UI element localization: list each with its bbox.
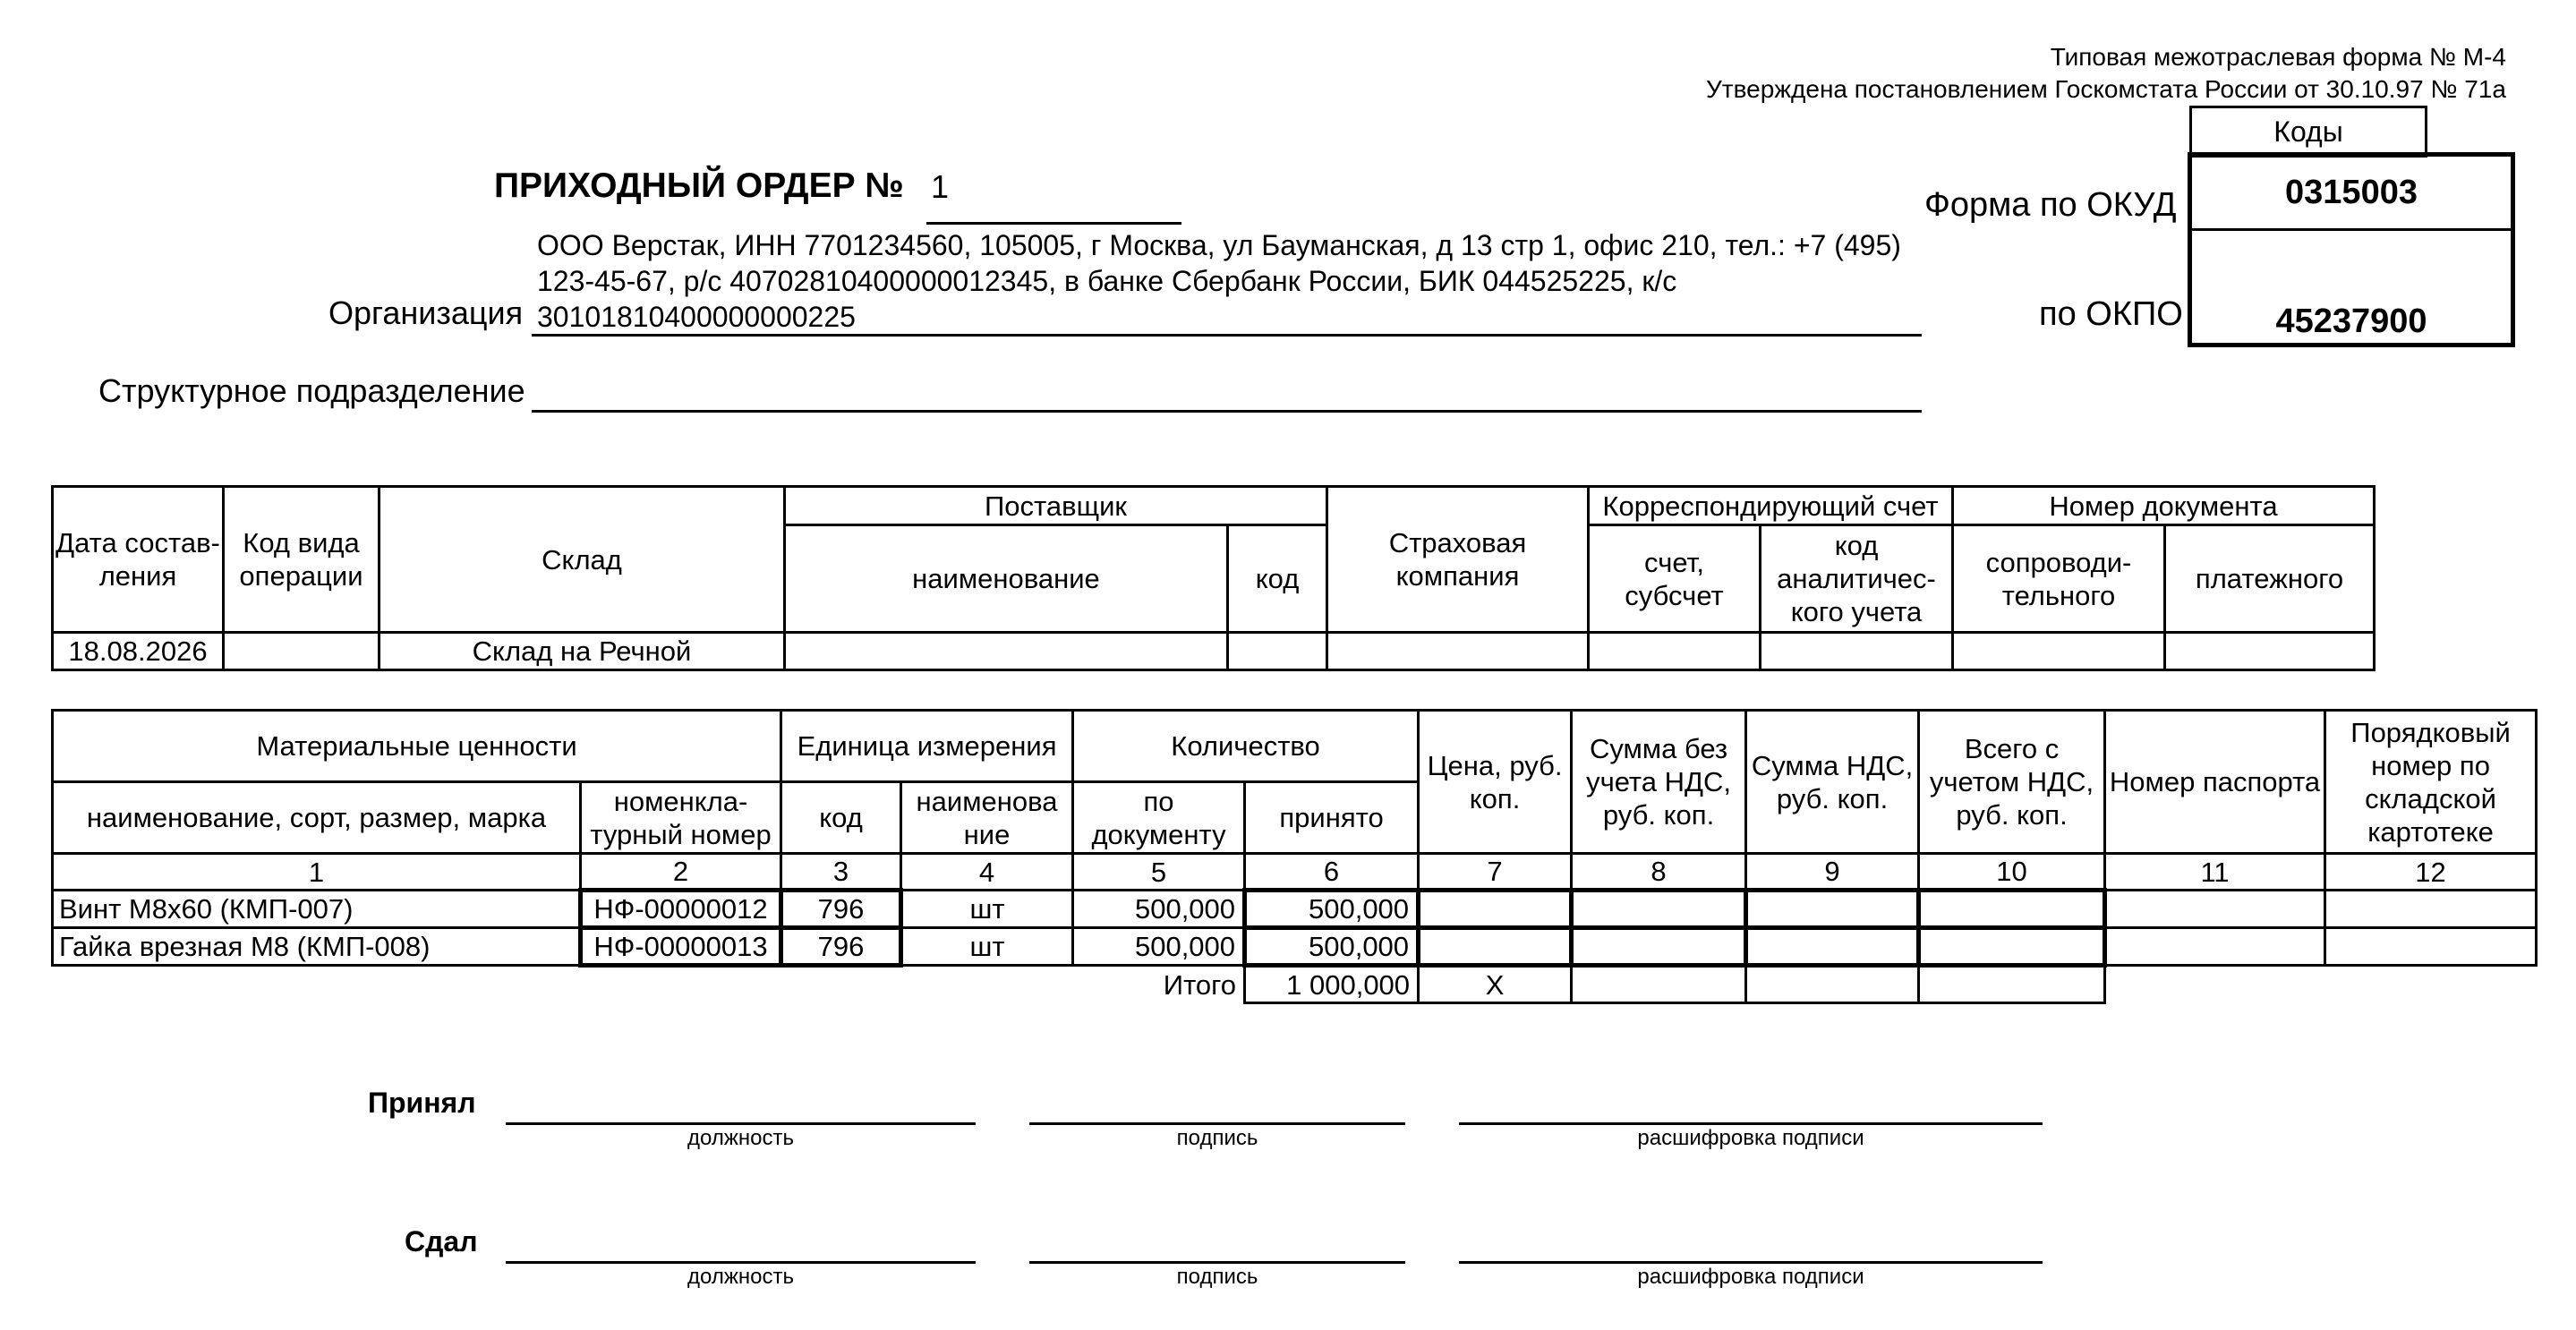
cell-unit-code: 796: [781, 891, 901, 928]
cell-sum-no-vat: [1572, 928, 1746, 966]
cell-unit-code: 796: [781, 928, 901, 966]
header-analytic-code: код аналитичес-кого учета: [1761, 525, 1953, 633]
col-number: 9: [1746, 854, 1919, 891]
okud-label: Форма по ОКУД: [1924, 186, 2177, 224]
header-sum-no-vat: Сумма без учета НДС, руб. коп.: [1572, 711, 1746, 854]
cell-unit-name: шт: [901, 891, 1073, 928]
header-card-number: Порядковый номер по складской картотеке: [2325, 711, 2537, 854]
handed-decoding-line: [1459, 1261, 2043, 1264]
accepted-signature-caption: подпись: [1176, 1126, 1258, 1150]
header-unit-code: код: [781, 782, 901, 854]
handed-signature-caption: подпись: [1176, 1265, 1258, 1289]
cell-price: [1419, 928, 1572, 966]
col-number: 11: [2105, 854, 2325, 891]
handed-position-caption: должность: [687, 1265, 794, 1289]
form-approval-info: [1706, 41, 2506, 106]
header-unit: Единица измерения: [781, 711, 1073, 782]
cell-unit-name: шт: [901, 928, 1073, 966]
header-materials: Материальные ценности: [53, 711, 781, 782]
cell-supplier-code: [1228, 633, 1327, 670]
cell-card: [2325, 928, 2537, 966]
total-sum-no-vat: [1572, 966, 1746, 1003]
table-row: [53, 928, 2537, 966]
cell-account: [1589, 633, 1761, 670]
total-row: [53, 966, 2537, 1003]
cell-mat-number: НФ-00000012: [581, 891, 781, 928]
okpo-code: 45237900: [2275, 303, 2427, 340]
col-number: 12: [2325, 854, 2537, 891]
header-quantity: Количество: [1073, 711, 1419, 782]
cell-sum-no-vat: [1572, 891, 1746, 928]
header-accompanying: сопроводи-тельного: [1953, 525, 2165, 633]
structural-unit-underline: [532, 410, 1922, 413]
header-insurance: Страховая компания: [1327, 487, 1589, 633]
cell-supplier-name: [785, 633, 1228, 670]
organization-value: ООО Верстак, ИНН 7701234560, 105005, г Москва, ул Бауманская, д 13 стр 1, офис 210, тел.: +7 (495) 123-45-67, р/с 40702810400000012345, в банке Сбербанк России, БИК 044525225, к/с 30101810400000000225: [537, 229, 1901, 333]
materials-table: [51, 709, 2538, 1004]
cell-op-code: [224, 633, 380, 670]
handed-decoding-caption: расшифровка подписи: [1637, 1265, 1864, 1289]
cell-warehouse: Склад на Речной: [380, 633, 785, 670]
col-number: 6: [1245, 854, 1419, 891]
total-total: [1919, 966, 2105, 1003]
total-price: Х: [1419, 966, 1572, 1003]
col-number: 1: [53, 854, 581, 891]
handed-label: Сдал: [405, 1225, 478, 1258]
codes-box: [2188, 152, 2515, 347]
col-number: 8: [1572, 854, 1746, 891]
cell-price: [1419, 891, 1572, 928]
cell-passport: [2105, 928, 2325, 966]
header-date: Дата состав-ления: [53, 487, 224, 633]
header-mat-name: наименование, сорт, размер, марка: [53, 782, 581, 854]
header-account: счет, субсчет: [1589, 525, 1761, 633]
column-numbers-row: [53, 854, 2537, 891]
total-vat: [1746, 966, 1919, 1003]
cell-qty-received: 500,000: [1245, 928, 1419, 966]
order-details-table: [51, 485, 2376, 671]
cell-date: 18.08.2026: [53, 633, 224, 670]
accepted-decoding-line: [1459, 1122, 2043, 1125]
table-row: [53, 891, 2537, 928]
header-qty-doc: по документу: [1073, 782, 1245, 854]
cell-qty-doc: 500,000: [1073, 928, 1245, 966]
structural-unit-label: Структурное подразделение: [98, 372, 525, 409]
col-number: 3: [781, 854, 901, 891]
order-number: 1: [931, 168, 950, 205]
cell-analytic-code: [1761, 633, 1953, 670]
okud-code: 0315003: [2192, 157, 2511, 231]
cell-vat: [1746, 928, 1919, 966]
codes-title: Коды: [2189, 106, 2427, 158]
accepted-position-caption: должность: [687, 1126, 794, 1150]
cell-mat-name: Гайка врезная М8 (КМП-008): [53, 928, 581, 966]
header-vat-sum: Сумма НДС, руб. коп.: [1746, 711, 1919, 854]
col-number: 10: [1919, 854, 2105, 891]
handed-position-line: [506, 1261, 976, 1264]
cell-mat-name: Винт М8х60 (КМП-007): [53, 891, 581, 928]
order-title: ПРИХОДНЫЙ ОРДЕР №: [494, 166, 904, 205]
header-price: Цена, руб. коп.: [1419, 711, 1572, 854]
header-passport: Номер паспорта: [2105, 711, 2325, 854]
header-qty-received: принято: [1245, 782, 1419, 854]
cell-qty-doc: 500,000: [1073, 891, 1245, 928]
organization-underline: [532, 334, 1922, 337]
header-op-code: Код вида операции: [224, 487, 380, 633]
cell-mat-number: НФ-00000013: [581, 928, 781, 966]
accepted-label: Принял: [368, 1087, 476, 1119]
form-approval: Утверждена постановлением Госкомстата России от 30.10.97 № 71а: [1706, 75, 2506, 103]
organization-label: Организация: [328, 294, 524, 331]
header-doc-number: Номер документа: [1953, 487, 2375, 525]
col-number: 5: [1073, 854, 1245, 891]
total-label: Итого: [1163, 968, 1237, 1001]
handed-signature-line: [1029, 1261, 1405, 1264]
accepted-position-line: [506, 1122, 976, 1125]
form-name: Типовая межотраслевая форма № М-4: [2050, 43, 2506, 71]
col-number: 7: [1419, 854, 1572, 891]
header-total-vat: Всего с учетом НДС, руб. коп.: [1919, 711, 2105, 854]
cell-qty-received: 500,000: [1245, 891, 1419, 928]
cell-insurance: [1327, 633, 1589, 670]
header-unit-name: наименова ние: [901, 782, 1073, 854]
col-number: 2: [581, 854, 781, 891]
order-number-underline: [926, 222, 1181, 225]
accepted-signature-line: [1029, 1122, 1405, 1125]
cell-payment: [2165, 633, 2375, 670]
table-row: [53, 633, 2375, 670]
cell-accompanying: [1953, 633, 2165, 670]
total-qty-received: 1 000,000: [1245, 966, 1419, 1003]
header-payment: платежного: [2165, 525, 2375, 633]
header-warehouse: Склад: [380, 487, 785, 633]
cell-passport: [2105, 891, 2325, 928]
okpo-label: по ОКПО: [2039, 295, 2183, 333]
header-mat-number: номенкла-турный номер: [581, 782, 781, 854]
accepted-decoding-caption: расшифровка подписи: [1637, 1126, 1864, 1150]
cell-vat: [1746, 891, 1919, 928]
cell-card: [2325, 891, 2537, 928]
header-supplier-code: код: [1228, 525, 1327, 633]
cell-total: [1919, 928, 2105, 966]
header-supplier-name: наименование: [785, 525, 1228, 633]
col-number: 4: [901, 854, 1073, 891]
cell-total: [1919, 891, 2105, 928]
header-supplier: Поставщик: [785, 487, 1327, 525]
header-corr-account: Корреспондирующий счет: [1589, 487, 1953, 525]
